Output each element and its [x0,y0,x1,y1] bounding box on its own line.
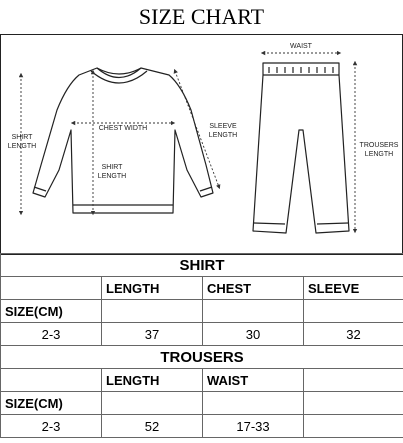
table-cell-empty [304,392,403,415]
trousers-size-value: 2-3 [1,415,102,438]
trousers-waist-value: 17-33 [203,415,304,438]
shirt-outline [33,68,213,213]
garment-illustration [1,35,402,254]
shirt-size-label: SIZE(CM) [1,300,102,323]
trousers-section-title: TROUSERS [1,346,403,369]
trousers-section-row [1,346,403,369]
shirt-size-label-row [1,300,403,323]
waist-label: WAIST [285,42,317,51]
table-cell-empty [102,392,203,415]
table-cell-empty [304,300,403,323]
shirt-chest-value: 30 [203,323,304,346]
trousers-col-waist: WAIST [203,369,304,392]
trousers-size-label: SIZE(CM) [1,392,102,415]
shirt-col-chest: CHEST [203,277,304,300]
shirt-col-length: LENGTH [102,277,203,300]
shirt-header-row [1,277,403,300]
trousers-header-row [1,369,403,392]
trousers-outline [253,63,349,233]
shirt-length-side-label: SHIRT LENGTH [7,134,37,150]
shirt-section-title: SHIRT [1,254,403,277]
table-cell-empty [203,392,304,415]
shirt-size-value: 2-3 [1,323,102,346]
shirt-sleeve-value: 32 [304,323,403,346]
shirt-length-value: 37 [102,323,203,346]
table-row [1,415,403,438]
table-cell-empty [1,277,102,300]
trousers-size-label-row [1,392,403,415]
table-cell-empty [203,300,304,323]
table-cell-empty [304,415,403,438]
shirt-col-sleeve: SLEEVE [304,277,403,300]
chest-width-label: CHEST WIDTH [95,124,151,133]
size-table [0,253,403,438]
trousers-length-value: 52 [102,415,203,438]
sleeve-length-label: SLEEVE LENGTH [208,123,238,139]
page-title: SIZE CHART [138,4,265,29]
table-cell-empty [1,369,102,392]
table-cell-empty [304,369,403,392]
shirt-section-row [1,254,403,277]
table-cell-empty [102,300,203,323]
table-row [1,323,403,346]
shirt-length-center-label: SHIRT LENGTH [97,164,127,180]
trousers-length-label: TROUSERS LENGTH [359,142,399,158]
trousers-col-length: LENGTH [102,369,203,392]
garment-diagram [0,34,403,255]
